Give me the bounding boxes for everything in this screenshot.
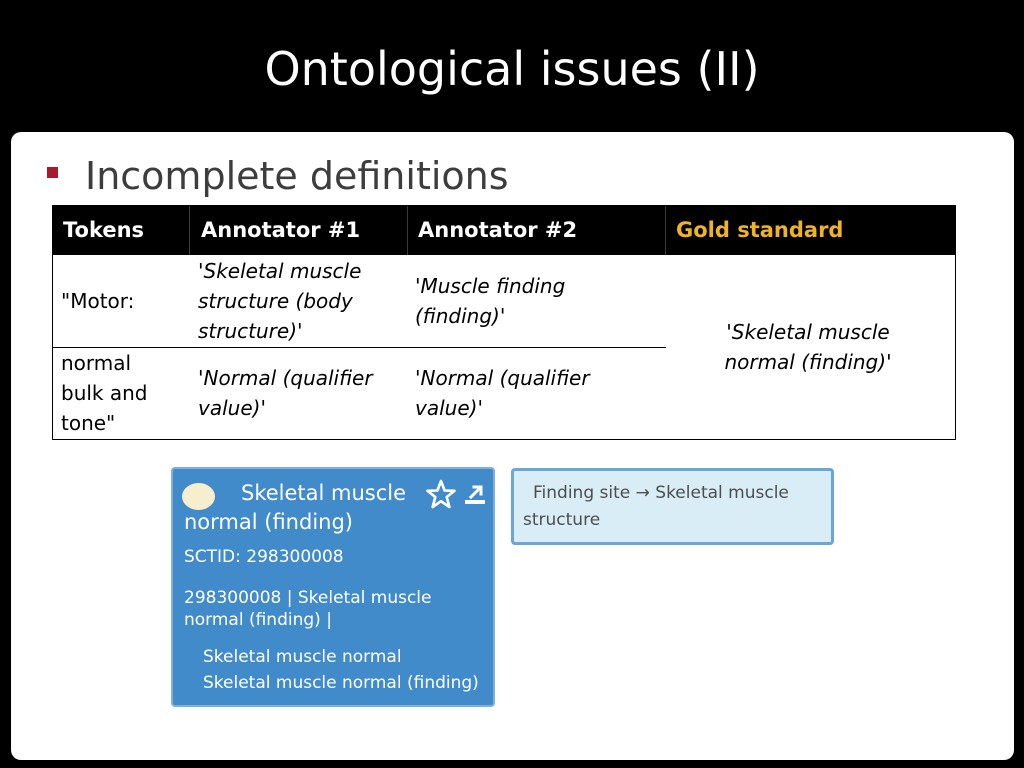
relationship-line: Finding site → Skeletal muscle <box>533 483 789 503</box>
column-divider <box>665 206 666 255</box>
star-icon[interactable] <box>425 479 457 511</box>
concept-description: Skeletal muscle normal <box>203 647 402 667</box>
header-gold-standard: Gold standard <box>676 218 844 242</box>
token-cell: normal bulk and tone" <box>61 351 148 435</box>
annotator-1-cell: 'Normal (qualifier value)' <box>198 366 373 420</box>
concept-sctid: SCTID: 298300008 <box>184 547 344 567</box>
relationship-line: structure <box>523 510 601 530</box>
concept-description: Skeletal muscle normal (finding) <box>203 673 479 693</box>
relationship-box[interactable] <box>511 468 834 545</box>
annotator-2-cell: 'Normal (qualifier value)' <box>415 366 590 420</box>
bullet-square-icon <box>47 167 58 178</box>
bullet-text: Incomplete definitions <box>85 154 509 198</box>
annotator-2-cell: 'Muscle finding (finding)' <box>415 274 566 328</box>
header-annotator-1: Annotator #1 <box>201 218 361 242</box>
slide-title: Ontological issues (II) <box>264 42 760 96</box>
concept-title: Skeletal muscle normal (finding) <box>184 481 407 534</box>
gold-standard-cell: 'Skeletal muscle normal (finding)' <box>724 320 892 374</box>
column-divider <box>189 206 190 255</box>
token-cell: "Motor: <box>61 289 135 313</box>
header-tokens: Tokens <box>63 218 145 242</box>
table-header-row <box>53 206 955 255</box>
concept-card[interactable] <box>171 467 495 707</box>
annotator-1-cell: 'Skeletal muscle structure (body structure)' <box>198 259 362 343</box>
header-annotator-2: Annotator #2 <box>418 218 578 242</box>
column-divider <box>407 206 408 255</box>
export-icon[interactable] <box>464 484 486 506</box>
annotation-table <box>52 205 956 440</box>
concept-fsn: 298300008 | Skeletal muscle normal (finding) | <box>184 588 432 630</box>
